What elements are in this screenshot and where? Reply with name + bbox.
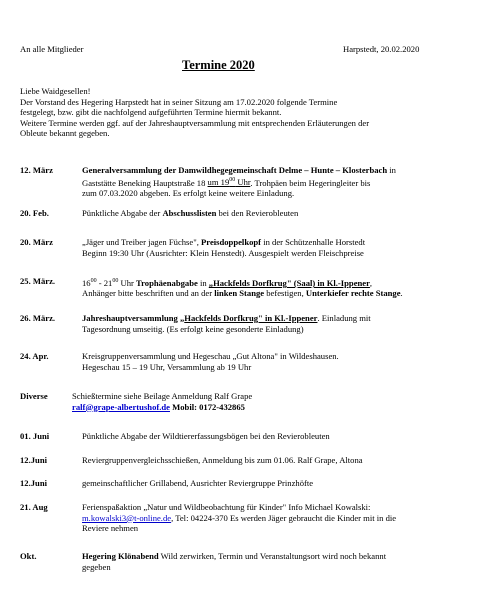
entry-trophaeenabgabe — [82, 276, 403, 299]
entry-emphasis: linken Stange — [214, 288, 265, 299]
entry-jahreshauptversammlung — [82, 313, 371, 334]
page-title: Termine 2020 — [182, 58, 255, 72]
entry-heading: Preisdoppelkopf — [201, 237, 262, 247]
entry-date: 12. März — [20, 165, 53, 175]
entry-text: Reviere nehmen — [82, 523, 139, 534]
entry-date: 26. März. — [20, 313, 56, 323]
greeting: Liebe Waidgesellen! — [20, 86, 91, 96]
entry-text: , Tel: 04224-370 Es werden Jäger gebraucht die Kinder mit in die — [171, 512, 397, 523]
entry-heading: Trophäenabgabe — [136, 277, 198, 288]
entry-text: Reviergruppenvergleichsschießen, Anmeldung bis zum 01.06. Ralf Grape, Altona — [82, 455, 363, 465]
entry-text: Kreisgruppenversammlung und Hegeschau „Gut Altona" in Wildeshausen. — [82, 351, 339, 361]
entry-text: Gaststätte Beneking Hauptstraße 18 — [82, 177, 208, 188]
entry-time-sup: 00 — [229, 177, 236, 184]
intro-line-4: Obleute bekannt gegeben. — [20, 128, 110, 139]
intro-line-2: festgelegt, bzw. gibt die nachfolgend aufgeführten Termine hiermit bekannt. — [20, 107, 282, 118]
entry-grillabend — [82, 478, 313, 489]
entry-text: „Jäger und Treiber jagen Füchse", — [82, 237, 202, 247]
entry-time-unit: Uhr — [235, 177, 251, 188]
entry-heading: Hegering Klönabend — [82, 551, 159, 561]
entry-phone: Mobil: 0172-432865 — [169, 401, 245, 412]
entry-text: Wild zerwirken, Termin und Veranstaltungsort wird noch bekannt — [158, 551, 387, 561]
entry-date: Okt. — [20, 551, 37, 561]
entry-text: gegeben — [82, 561, 111, 572]
entry-date: 12.Juni — [20, 478, 47, 488]
entry-date: Diverse — [20, 391, 48, 401]
entry-location: Hackfelds Dorfkrug" in Kl.-Ippener — [184, 313, 318, 323]
entry-text: Hegeschau 15 – 19 Uhr, Versammlung ab 19 Uhr — [82, 361, 252, 372]
entry-text: Pünktliche Abgabe der Wildtiererfassungsbögen bei den Revierobleuten — [82, 431, 330, 441]
entry-heading: Jahreshauptversammlung „ — [82, 313, 185, 323]
intro-line-1: Der Vorstand des Hegering Harpstedt hat in seiner Sitzung am 17.02.2020 folgende Termine — [20, 96, 338, 107]
entry-text: Tagesordnung umseitig. (Es erfolgt keine gesonderte Einladung) — [82, 323, 304, 334]
entry-text: in — [197, 277, 209, 288]
email-link[interactable]: m.kowalski3@t-online.de — [82, 512, 172, 523]
entry-date: 25. März. — [20, 276, 56, 286]
entry-text: Anhänger bitte beschriften und an der — [82, 288, 215, 299]
intro-line-3: Weitere Termine werden ggf. auf der Jahreshauptversammlung mit entsprechenden Erläuterungen der — [20, 117, 370, 128]
entry-schiesstermine — [72, 391, 252, 412]
entry-ferienspassaktion — [82, 502, 396, 534]
entry-date: 12.Juni — [20, 455, 47, 465]
entry-time: um 19 — [207, 177, 230, 188]
entry-kloenabend — [82, 551, 386, 572]
entry-text: Ferienspaßaktion „Natur und Wildbeobachtung für Kinder" Info Michael Kowalski: — [82, 502, 371, 512]
entry-text: gemeinschaftlicher Grillabend, Ausrichter Reviergruppe Prinzhöfte — [82, 478, 314, 488]
entry-text: in — [387, 165, 396, 175]
entry-location: „Hackfelds Dorfkrug" (Saal) in Kl.-Ippener — [208, 277, 370, 288]
email-link[interactable]: ralf@grape-albertushof.de — [72, 401, 170, 412]
entry-text: , — [369, 277, 373, 288]
entry-heading: Abschusslisten — [162, 208, 217, 218]
entry-vergleichsschiessen — [82, 455, 363, 466]
entry-kreisgruppenversammlung — [82, 351, 339, 372]
entry-text: . — [400, 288, 403, 299]
entry-preisdoppelkopf — [82, 237, 365, 258]
intro — [20, 86, 369, 139]
recipient-line: An alle Mitglieder — [20, 44, 84, 54]
entry-time-sup: 00 — [90, 278, 97, 284]
entry-time: 16 — [82, 277, 91, 288]
place-date: Harpstedt, 20.02.2020 — [343, 44, 420, 54]
entry-date: 01. Juni — [20, 431, 50, 441]
entry-generalversammlung — [82, 165, 396, 199]
entry-text: Beginn 19:30 Uhr (Ausrichter: Klein Henstedt). Ausgespielt werden Fleischpreise — [82, 247, 364, 258]
entry-abschusslisten — [82, 208, 298, 219]
entry-text: Schießtermine siehe Beilage Anmeldung Ralf Grape — [72, 391, 253, 401]
entry-time: - 21 — [96, 277, 113, 288]
entry-text: bei den Revierobleuten — [216, 208, 299, 218]
entry-emphasis: Unterkiefer rechte Stange — [305, 288, 401, 299]
entry-time-sup: 00 — [112, 278, 119, 284]
entry-text: in der Schützenhalle Horstedt — [261, 237, 366, 247]
entry-date: 24. Apr. — [20, 351, 49, 361]
entry-date: 20. März — [20, 237, 53, 247]
entry-text: . Trohpäen beim Hegeringleiter bis — [250, 177, 371, 188]
entry-text: befestigen, — [264, 288, 306, 299]
entry-heading: Generalversammlung der Damwildhegegemeinschaft Delme – Hunte – Klosterbach — [82, 165, 388, 175]
entry-date: 20. Feb. — [20, 208, 49, 218]
entry-text: . Einladung mit — [317, 313, 371, 323]
entry-text: zum 07.03.2020 abgeben. Es erfolgt keine weitere Einladung. — [82, 188, 295, 199]
entry-text: Uhr — [118, 277, 137, 288]
entry-text: Pünktliche Abgabe der — [82, 208, 163, 218]
entry-date: 21. Aug — [20, 502, 48, 512]
entry-wildtiererfassung — [82, 431, 330, 442]
